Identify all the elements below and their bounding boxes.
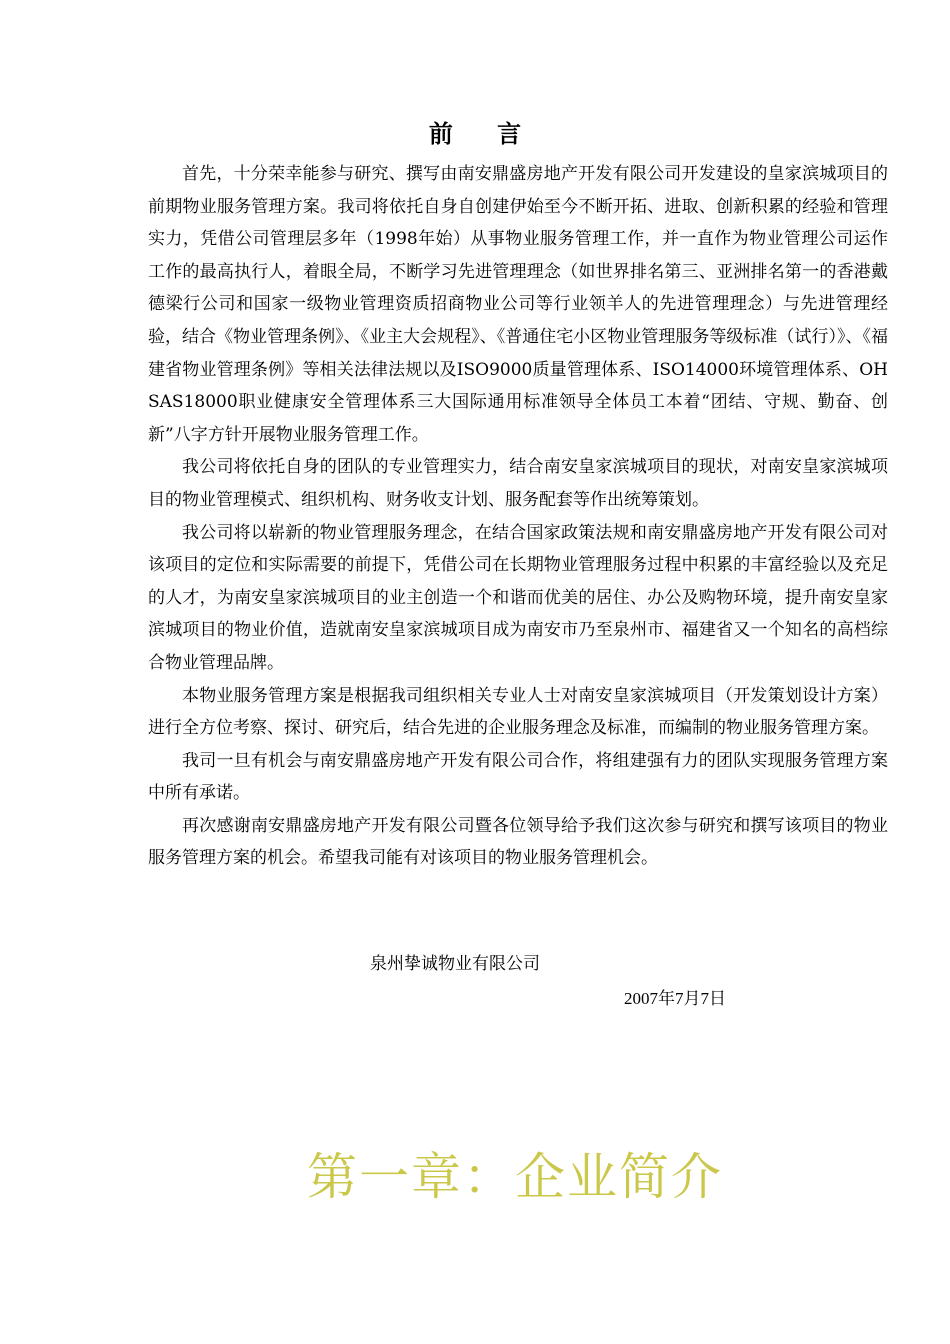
paragraph-6: 再次感谢南安鼎盛房地产开发有限公司暨各位领导给予我们这次参与研究和撰写该项目的物业服务管理方案的机会。希望我司能有对该项目的物业服务管理机会。 xyxy=(148,815,888,869)
company-signature: 泉州挚诚物业有限公司 xyxy=(370,954,540,974)
chapter-heading: 第一章：企业简介 xyxy=(307,1148,723,1206)
paragraph-5: 我司一旦有机会与南安鼎盛房地产开发有限公司合作，将组建强有力的团队实现服务管理方案中所有承诺。 xyxy=(148,750,888,804)
paragraph-4: 本物业服务管理方案是根据我司组织相关专业人士对南安皇家滨城项目（开发策划设计方案）进行全方位考察、探讨、研究后，结合先进的企业服务理念及标准，而编制的物业服务管理方案。 xyxy=(148,685,888,739)
paragraph-2: 我公司将依托自身的团队的专业管理实力，结合南安皇家滨城项目的现状，对南安皇家滨城项目的物业管理模式、组织机构、财务收支计划、服务配套等作出统筹策划。 xyxy=(148,457,888,510)
paragraph-3: 我公司将以崭新的物业管理服务理念，在结合国家政策法规和南安鼎盛房地产开发有限公司对该项目的定位和实际需要的前提下，凭借公司在长期物业管理服务过程中积累的丰富经验以及充足的人才，为南安皇家滨城项目的业主创造一个和谐而优美的居住、办公及购物环境，提升南安皇家滨城项目的物业价值，造就南安皇家滨城项目成为南安市乃至泉州市、福建省又一个知名的高档综合物业管理品牌。 xyxy=(148,522,888,673)
document-date: 2007年7月7日 xyxy=(624,989,726,1008)
page-title: 前 言 xyxy=(428,120,540,148)
preface-body xyxy=(148,158,888,875)
paragraph-1: 首先，十分荣幸能参与研究、撰写由南安鼎盛房地产开发有限公司开发建设的皇家滨城项目的前期物业服务管理方案。我司将依托自身自创建伊始至今不断开拓、进取、创新积累的经验和管理实力，凭借公司管理层多年（1998年始）从事物业服务管理工作，并一直作为物业管理公司运作工作的最高执行人，着眼全局，不断学习先进管理理念（如世界排名第三、亚洲排名第一的香港戴德梁行公司和国家一级物业管理资质招商物业公司等行业领羊人的先进管理理念）与先进管理经验，结合《物业管理条例》、《业主大会规程》、《普通住宅小区物业管理服务等级标准（试行）》、《福建省物业管理条例》等相关法律法规以及ISO9000质量管理体系、ISO14000环境管理体系、OHSAS18000职业健康安全管理体系三大国际通用标准领导全体员工本着“团结、守规、勤奋、创新”八字方针开展物业服务管理工作。 xyxy=(148,164,888,445)
